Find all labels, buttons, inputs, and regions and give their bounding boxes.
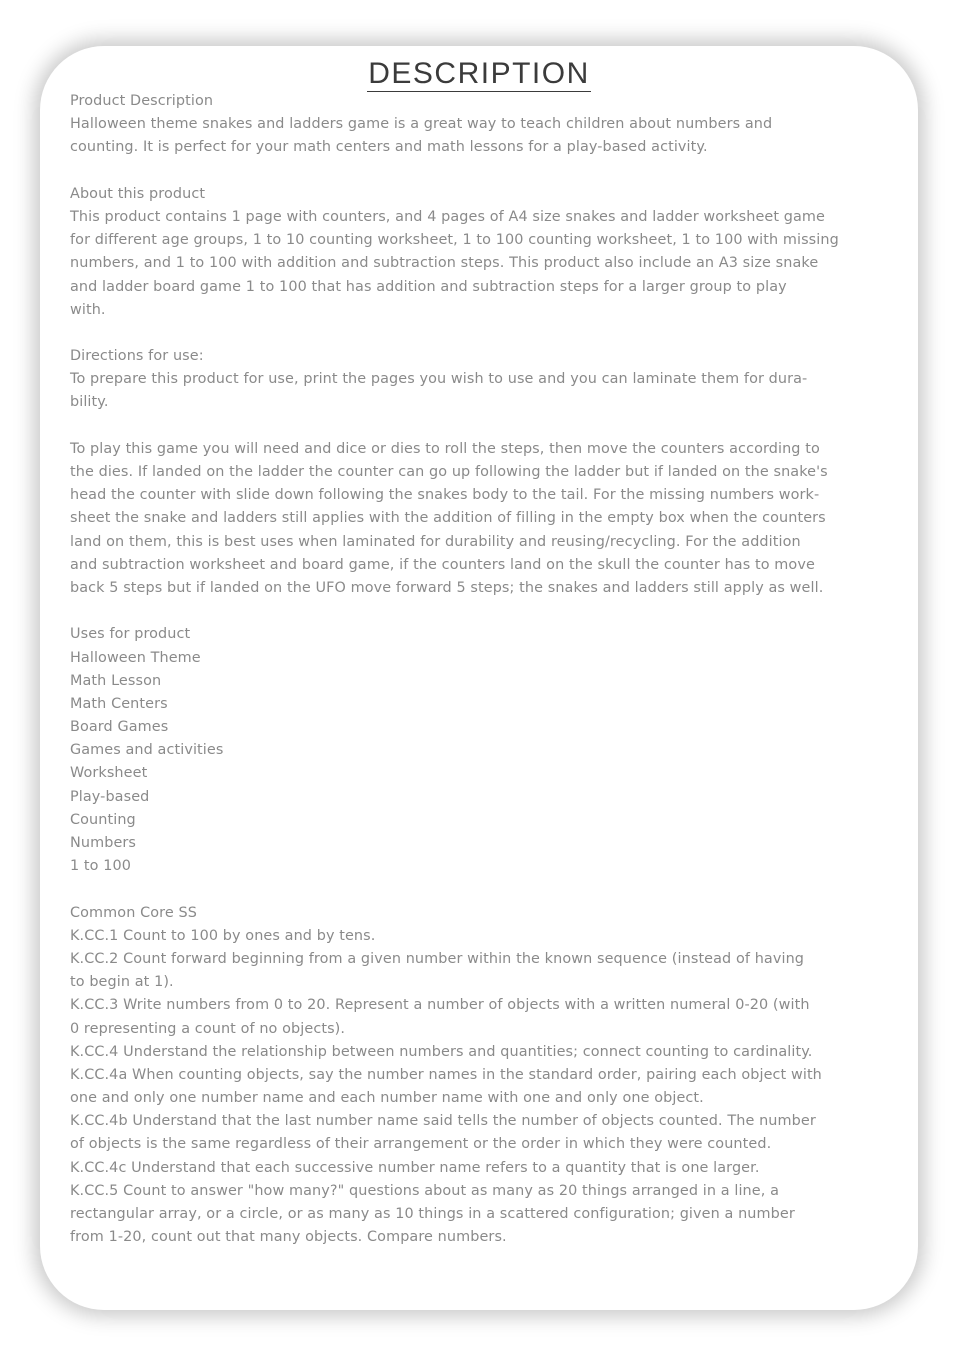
- description-card: [40, 46, 918, 1310]
- section-heading-product-description: Product Description: [70, 93, 214, 109]
- paragraph-line: back 5 steps but if landed on the UFO move forward 5 steps; the snakes and ladders still apply as well.: [70, 579, 824, 596]
- paragraph-line: for different age groups, 1 to 10 counting worksheet, 1 to 100 counting worksheet, 1 to 100 with missing: [70, 232, 839, 249]
- standard-line: K.CC.2 Count forward beginning from a given number within the known sequence (instead of having: [70, 950, 805, 967]
- standard-line: to begin at 1).: [70, 974, 174, 991]
- list-item: Math Centers: [70, 695, 168, 712]
- section-heading-about: About this product: [70, 185, 206, 202]
- standard-line: K.CC.5 Count to answer "how many?" questions about as many as 20 things arranged in a line, a: [70, 1182, 779, 1199]
- page-title: DESCRIPTION: [368, 57, 590, 90]
- section-heading-directions: Directions for use:: [70, 348, 204, 365]
- paragraph-line: with.: [70, 301, 106, 318]
- list-item: Math Lesson: [70, 672, 162, 689]
- standard-line: K.CC.4a When counting objects, say the number names in the standard order, pairing each object with: [70, 1066, 822, 1083]
- standard-line: K.CC.3 Write numbers from 0 to 20. Represent a number of objects with a written numeral 0-20 (with: [70, 997, 810, 1014]
- description-body: [70, 90, 892, 1249]
- paragraph-line: counting. It is perfect for your math centers and math lessons for a play-based activity.: [70, 139, 708, 156]
- paragraph-line: head the counter with slide down following the snakes body to the tail. For the missing numbers work-: [70, 487, 820, 504]
- list-item: Numbers: [70, 835, 137, 851]
- paragraph-line: and subtraction worksheet and board game, if the counters land on the skull the counter has to move: [70, 556, 815, 573]
- paragraph-line: To play this game you will need and dice or dies to roll the steps, then move the counters according to: [70, 440, 820, 457]
- standard-line: K.CC.4b Understand that the last number name said tells the number of objects counted. The number: [70, 1113, 816, 1130]
- standard-line: one and only one number name and each number name with one and only one object.: [70, 1090, 704, 1107]
- paragraph-line: numbers, and 1 to 100 with addition and subtraction steps. This product also include an A3 size snake: [70, 255, 819, 272]
- paragraph-line: bility.: [70, 394, 109, 411]
- paragraph-line: and ladder board game 1 to 100 that has addition and subtraction steps for a larger group to play: [70, 278, 787, 295]
- standard-line: 0 representing a count of no objects).: [70, 1020, 346, 1037]
- paragraph-line: This product contains 1 page with counters, and 4 pages of A4 size snakes and ladder worksheet game: [70, 208, 826, 225]
- spacer: [70, 322, 892, 345]
- paragraph-line: land on them, this is best uses when laminated for durability and reusing/recycling. For the addition: [70, 533, 801, 550]
- standard-line: K.CC.1 Count to 100 by ones and by tens.: [70, 927, 376, 944]
- list-item: Halloween Theme: [70, 649, 201, 666]
- spacer: [70, 160, 892, 183]
- spacer: [70, 878, 892, 901]
- standard-line: from 1-20, count out that many objects. Compare numbers.: [70, 1229, 507, 1246]
- list-item: Games and activities: [70, 742, 224, 759]
- paragraph-line: To prepare this product for use, print the pages you wish to use and you can laminate them for dura-: [70, 371, 808, 388]
- list-item: Play-based: [70, 788, 150, 805]
- standard-line: K.CC.4 Understand the relationship between numbers and quantities; connect counting to cardinality.: [70, 1043, 813, 1060]
- list-item: Board Games: [70, 719, 169, 736]
- standard-line: of objects is the same regardless of their arrangement or the order in which they were counted.: [70, 1136, 772, 1153]
- spacer: [70, 600, 892, 623]
- section-heading-uses: Uses for product: [70, 626, 191, 643]
- standard-line: K.CC.4c Understand that each successive number name refers to a quantity that is one larger.: [70, 1159, 760, 1176]
- paragraph-line: sheet the snake and ladders still applies with the addition of filling in the empty box when the counters: [70, 510, 826, 527]
- list-item: Worksheet: [70, 765, 148, 782]
- standard-line: rectangular array, or a circle, or as many as 10 things in a scattered configuration; given a number: [70, 1206, 795, 1222]
- spacer: [70, 415, 892, 438]
- paragraph-line: the dies. If landed on the ladder the counter can go up following the ladder but if landed on the snake's: [70, 464, 828, 480]
- section-heading-common-core: Common Core SS: [70, 904, 197, 921]
- list-item: Counting: [70, 811, 136, 828]
- paragraph-line: Halloween theme snakes and ladders game is a great way to teach children about numbers and: [70, 116, 773, 133]
- list-item: 1 to 100: [70, 858, 132, 875]
